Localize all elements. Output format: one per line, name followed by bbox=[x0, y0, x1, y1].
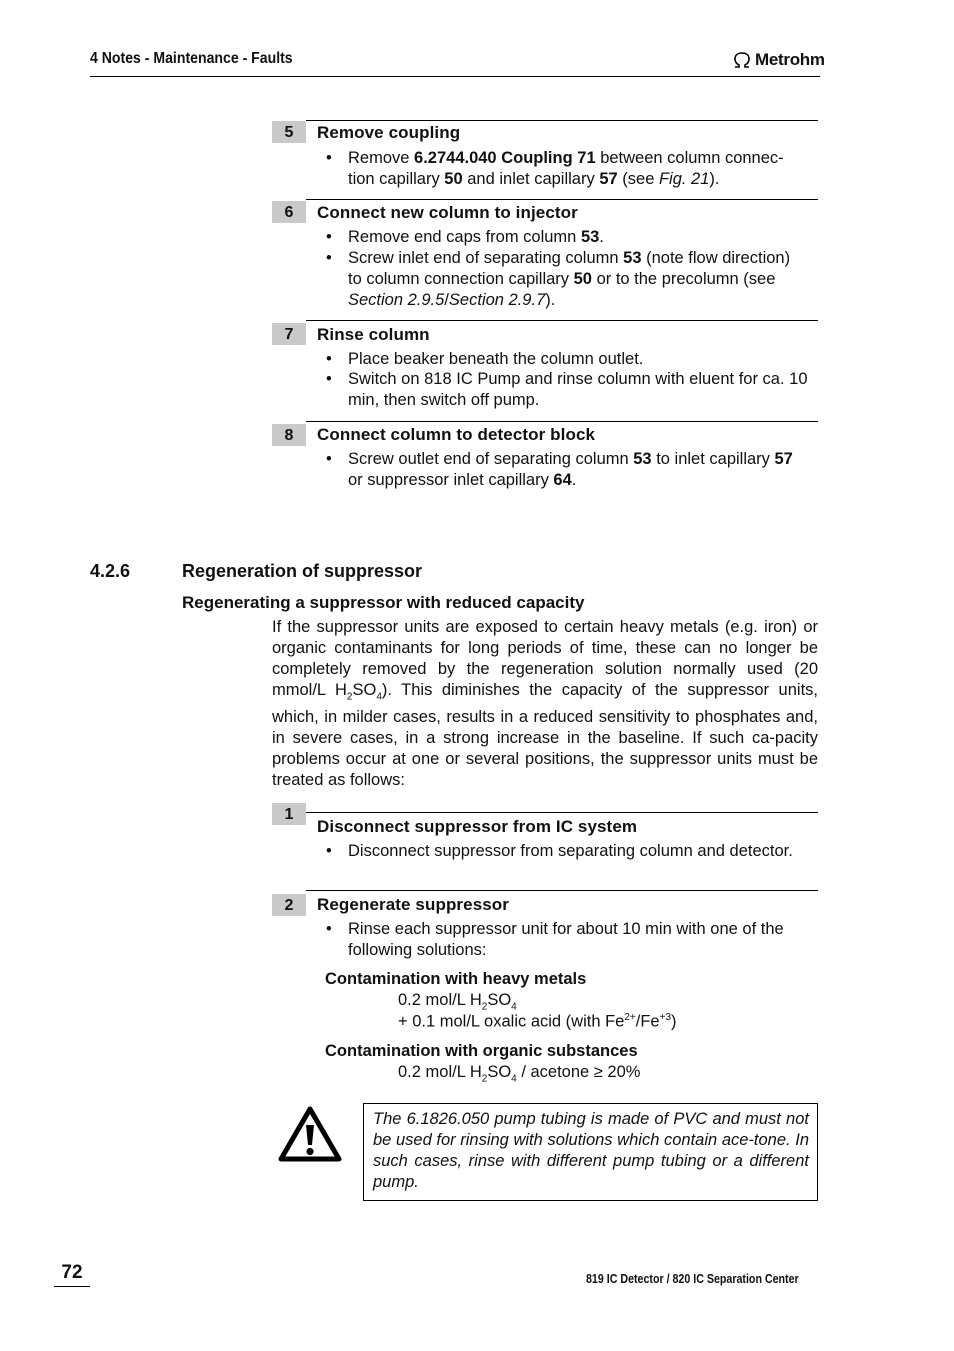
step-title: Remove coupling bbox=[317, 123, 461, 142]
step-rule bbox=[306, 890, 818, 891]
step-rule bbox=[306, 199, 818, 200]
section-title: Regeneration of suppressor bbox=[182, 561, 423, 581]
metals-solution-line2: + 0.1 mol/L oxalic acid (with $Fe^{2+}/Fe^{+3}$) bbox=[398, 1012, 677, 1031]
step-rule bbox=[306, 120, 818, 121]
step-title: Regenerate suppressor bbox=[317, 895, 510, 914]
step-title: Disconnect suppressor from IC system bbox=[317, 817, 638, 836]
page-number: 72 bbox=[61, 1262, 83, 1283]
omega-logo-icon bbox=[732, 51, 752, 69]
organic-heading: Contamination with organic substances bbox=[325, 1042, 638, 1060]
step-number: 6 bbox=[272, 201, 306, 223]
step-number: 8 bbox=[272, 424, 306, 446]
metals-heading: Contamination with heavy metals bbox=[325, 970, 587, 988]
step-rule bbox=[306, 421, 818, 422]
header-rule bbox=[90, 76, 820, 77]
step-number: 5 bbox=[272, 121, 306, 143]
step-rule bbox=[306, 320, 818, 321]
footer-product: 819 IC Detector / 820 IC Separation Center bbox=[586, 1271, 799, 1286]
step-rule bbox=[306, 812, 818, 813]
brand-logo bbox=[732, 50, 825, 70]
warning-text: The 6.1826.050 pump tubing is made of PVC and must not be used for rinsing with solutions which contain ace-tone. In such cases, rinse with different pump tubing or a different pump. bbox=[373, 1110, 809, 1191]
step-title: Connect new column to injector bbox=[317, 203, 578, 222]
page-number-rule bbox=[54, 1286, 90, 1287]
step-title: Rinse column bbox=[317, 325, 430, 344]
step-title: Connect column to detector block bbox=[317, 425, 596, 444]
brand-name: Metrohm bbox=[755, 50, 825, 69]
intro-paragraph: If the suppressor units are exposed to certain heavy metals (e.g. iron) or organic contaminants for long periods of time, these can no longer be completely removed by the regeneration solution normally used (20 mmol/L $H_2SO_4$). This diminishes the capacity of the suppressor units, which, in milder cases, results in a reduced sensitivity to phosphates and, in severe cases, in a strong increase in the baseline. If such ca-pacity problems occur at one or several positions, the suppressor units must be treated as follows: bbox=[272, 618, 818, 790]
step-number: 7 bbox=[272, 323, 306, 345]
metals-solution-line1: 0.2 mol/L $H_2SO_4$ bbox=[398, 991, 517, 1013]
chapter-header: 4 Notes - Maintenance - Faults bbox=[90, 50, 293, 67]
organic-solution: 0.2 mol/L $H_2SO_4$ / acetone ≥ 20% bbox=[398, 1063, 641, 1085]
warning-icon bbox=[278, 1105, 342, 1163]
step-number: 2 bbox=[272, 894, 306, 916]
subheading: Regenerating a suppressor with reduced capacity bbox=[182, 593, 585, 612]
section-number: 4.2.6 bbox=[90, 561, 131, 581]
step-number: 1 bbox=[272, 803, 306, 825]
